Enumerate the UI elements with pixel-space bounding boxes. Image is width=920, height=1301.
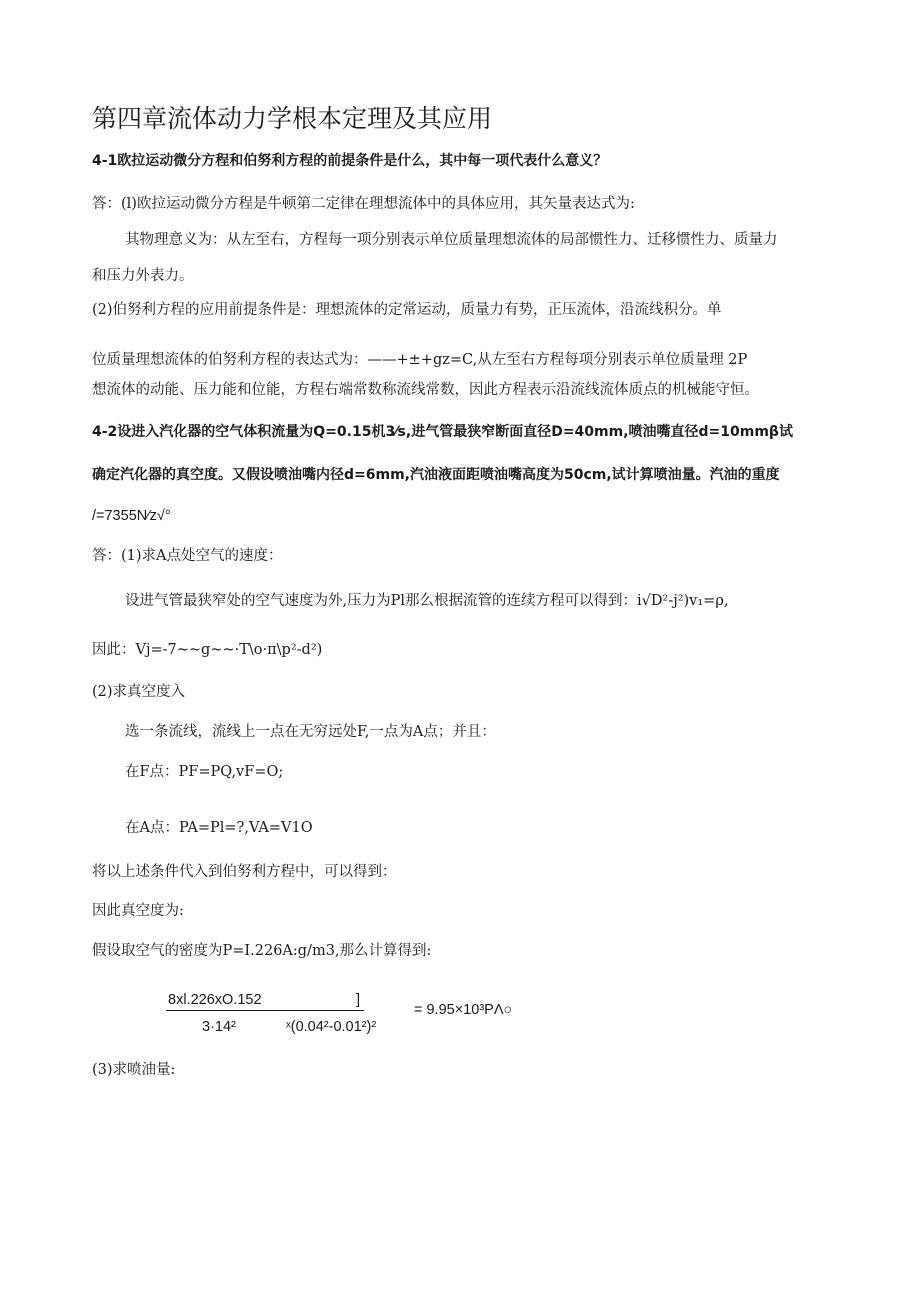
fraction-line <box>166 1010 364 1011</box>
answer-line: 在F点：PF=PQ,vF=O; <box>125 764 284 780</box>
answer-line: 答：(l)欧拉运动微分方程是牛顿第二定律在理想流体中的具体应用，其矢量表达式为: <box>92 196 635 212</box>
answer-line: 位质量理想流体的伯努利方程的表达式为：——+±+gz=C,从左至右方程每项分别表示单位质量理 2P <box>92 352 748 368</box>
answer-line: 设进气管最狭窄处的空气速度为外,压力为Pl那么根据流管的连续方程可以得到：i√D²-j²)v₁=ρ, <box>125 593 729 609</box>
answer-line: 假设取空气的密度为P=I.226A:g/m3,那么计算得到: <box>92 943 432 959</box>
formula-numerator: 8xl.226xO.152 <box>168 992 262 1008</box>
answer-line: (2)伯努利方程的应用前提条件是：理想流体的定常运动，质量力有势，正压流体，沿流线积分。单 <box>92 302 722 318</box>
answer-line: 因此：Vj=-7~~g~~·T\o·π\p²-d²) <box>92 642 323 658</box>
answer-line: 和压力外表力。 <box>92 268 194 284</box>
answer-line: 答：(1)求A点处空气的速度： <box>92 548 283 564</box>
answer-line: 选一条流线，流线上一点在无穷远处F,一点为A点；并且： <box>125 724 496 740</box>
answer-line: 将以上述条件代入到伯努利方程中，可以得到： <box>92 864 397 880</box>
formula-bracket: ] <box>356 992 361 1008</box>
answer-line: 因此真空度为: <box>92 903 184 919</box>
question-4-2-heading: /=7355N⁄z√° <box>92 508 171 524</box>
question-4-1-heading: 4-1欧拉运动微分方程和伯努利方程的前提条件是什么，其中每一项代表什么意义？ <box>92 153 608 169</box>
answer-line: 其物理意义为：从左至右，方程每一项分别表示单位质量理想流体的局部惯性力、迁移惯性力、质量力 <box>125 232 778 248</box>
answer-line: (2)求真空度入 <box>92 684 186 700</box>
formula-denominator: 3·14² <box>202 1019 236 1035</box>
answer-line: 想流体的动能、压力能和位能，方程右端常数称流线常数，因此方程表示沿流线流体质点的机械能守恒。 <box>92 382 759 398</box>
answer-line: 在A点：PA=Pl=?,VA=V1O <box>125 820 313 836</box>
formula-denominator: ˣ(0.04²-0.01²)² <box>286 1019 377 1035</box>
formula-result: = 9.95×10³PΛ○ <box>414 1002 513 1018</box>
question-4-2-heading: 确定汽化器的真空度。又假设喷油嘴内径d=6mm,汽油液面距喷油嘴高度为50cm,试计算喷油量。汽油的重度 <box>92 467 780 483</box>
answer-line: (3)求喷油量: <box>92 1062 176 1078</box>
question-4-2-heading: 4-2设进入汽化器的空气体积流量为Q=0.15机3⁄s,进气管最狭窄断面直径D=40mm,喷油嘴直径d=10mmβ试 <box>92 424 793 440</box>
page-title: 第四章流体动力学根本定理及其应用 <box>92 104 493 133</box>
